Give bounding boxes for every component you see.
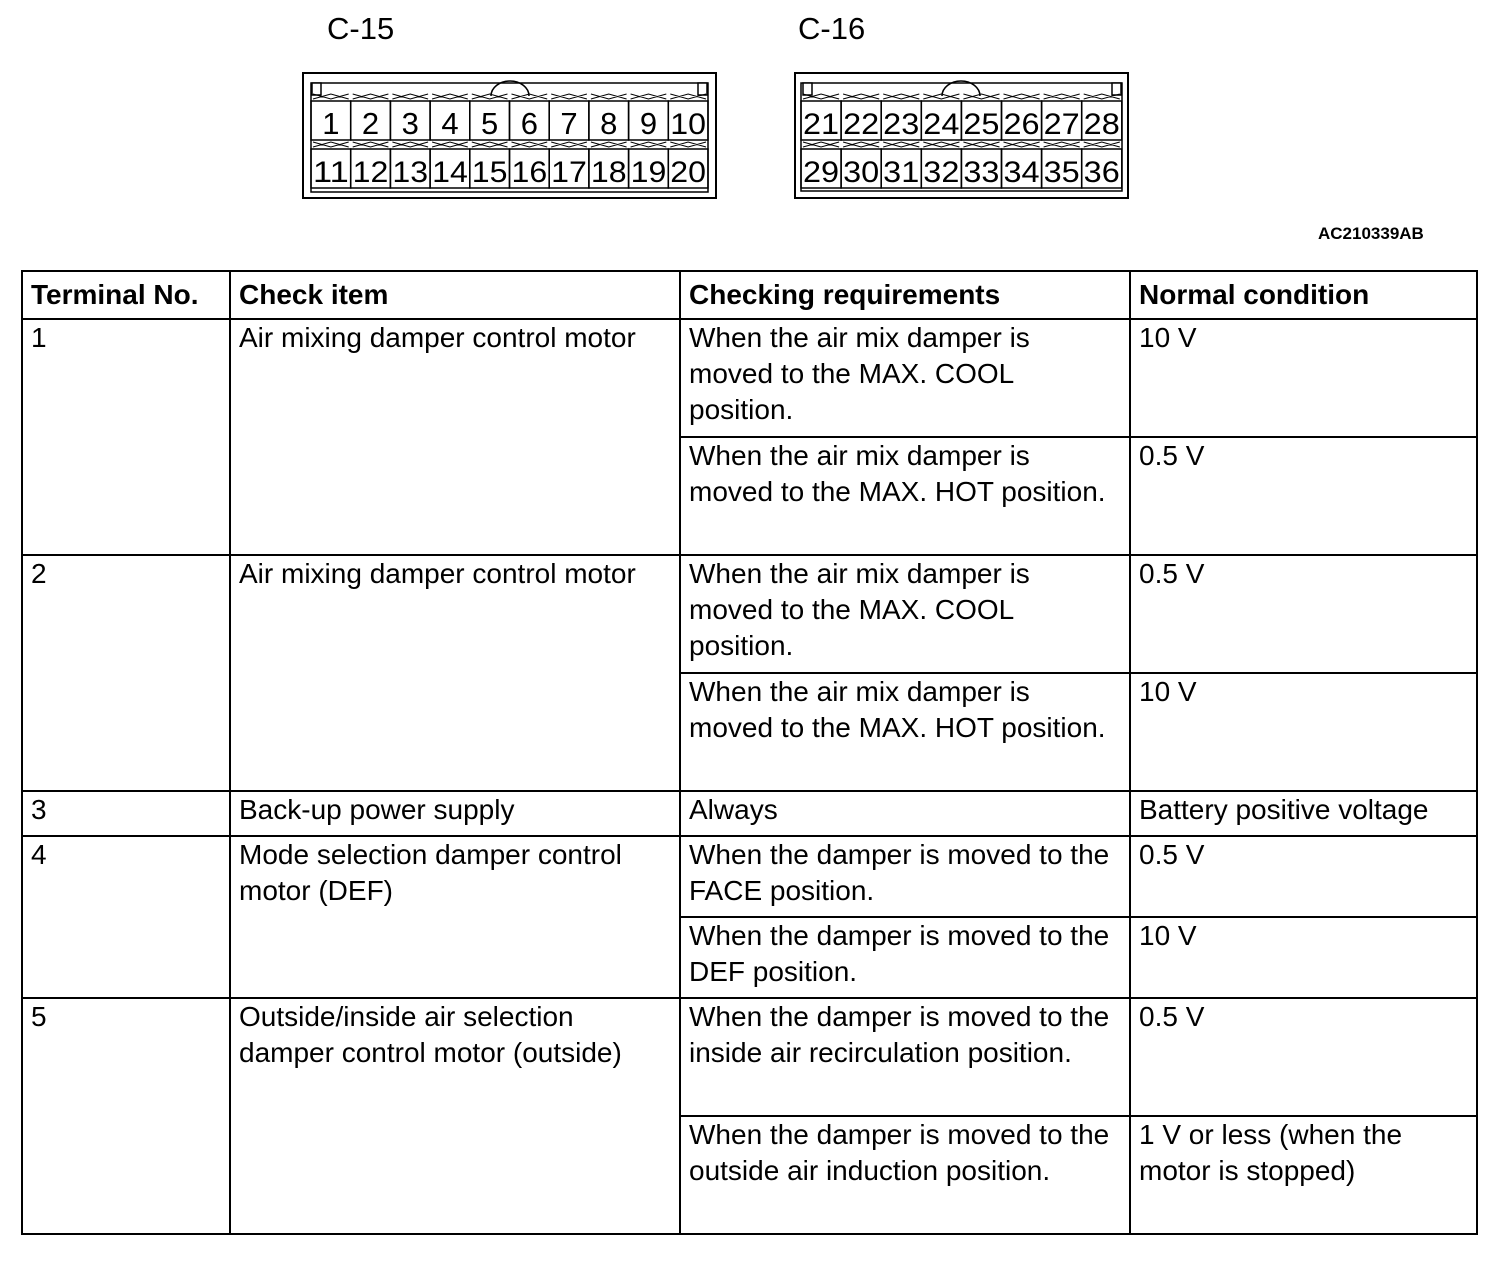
connector-pin-number: 3	[401, 106, 419, 141]
header-normal-condition: Normal condition	[1130, 271, 1477, 319]
connector-pin-number: 15	[471, 156, 508, 189]
connector-pin-number: 28	[1083, 108, 1120, 141]
connector-pin-number: 7	[560, 106, 578, 141]
connector-latch-band	[803, 142, 1120, 147]
table-header-row	[22, 271, 1477, 319]
normal-condition-cell: 0.5 V	[1130, 555, 1477, 673]
connector-c16-label: C-16	[798, 11, 866, 46]
connector-pin-number: 1	[322, 106, 340, 141]
connector-pin-number: 23	[883, 108, 920, 141]
check-item-cell: Mode selection damper control motor (DEF)	[230, 836, 680, 998]
terminal-cell: 2	[22, 555, 230, 791]
header-requirements: Checking requirements	[680, 271, 1130, 319]
header-terminal: Terminal No.	[22, 271, 230, 319]
table-row	[22, 791, 1477, 836]
connector-pin-number: 14	[432, 156, 468, 189]
connector-c15-label: C-15	[327, 11, 395, 46]
connector-pin-number: 16	[511, 156, 548, 189]
check-item-cell: Air mixing damper control motor	[230, 555, 680, 791]
normal-condition-cell: 0.5 V	[1130, 836, 1477, 917]
connector-latch-band	[803, 94, 1120, 99]
connector-pin-number: 29	[803, 156, 840, 189]
normal-condition-cell: 1 V or less (when the motor is stopped)	[1130, 1116, 1477, 1234]
requirement-cell: When the air mix damper is moved to the MAX. COOL position.	[680, 319, 1130, 437]
connector-pin-number: 13	[392, 156, 429, 189]
connector-pin-number: 10	[670, 108, 706, 141]
connector-latch-band	[313, 94, 706, 99]
normal-condition-cell: Battery positive voltage	[1130, 791, 1477, 836]
connector-pin-number: 11	[313, 156, 349, 189]
connector-pin-number: 22	[843, 108, 880, 141]
normal-condition-cell: 0.5 V	[1130, 437, 1477, 555]
connector-pin-number: 30	[843, 156, 880, 189]
connector-pin-number: 20	[670, 156, 706, 189]
connector-pin-number: 36	[1083, 156, 1120, 189]
table-row	[22, 555, 1477, 673]
requirement-cell: When the damper is moved to the FACE position.	[680, 836, 1130, 917]
requirement-cell: When the damper is moved to the inside air recirculation position.	[680, 998, 1130, 1116]
normal-condition-cell: 10 V	[1130, 917, 1477, 998]
connector-pin-number: 35	[1043, 156, 1080, 189]
connector-c16-diagram	[794, 72, 1130, 200]
connector-pin-number: 25	[963, 108, 1000, 141]
terminal-cell: 1	[22, 319, 230, 555]
connector-pin-number: 24	[923, 108, 960, 141]
check-item-cell: Air mixing damper control motor	[230, 319, 680, 555]
connector-pin-number: 18	[590, 156, 627, 189]
connector-pin-number: 12	[352, 156, 389, 189]
connector-pin-number: 31	[883, 156, 920, 189]
requirement-cell: Always	[680, 791, 1130, 836]
connector-pin-number: 19	[630, 156, 667, 189]
connector-c15-diagram	[302, 72, 718, 200]
connector-pin-number: 34	[1003, 156, 1040, 189]
requirement-cell: When the air mix damper is moved to the MAX. COOL position.	[680, 555, 1130, 673]
connector-pin-number: 8	[600, 106, 618, 141]
connector-pin-number: 6	[520, 106, 538, 141]
table-row	[22, 998, 1477, 1116]
connector-pin-number: 32	[923, 156, 960, 189]
requirement-cell: When the air mix damper is moved to the MAX. HOT position.	[680, 437, 1130, 555]
normal-condition-cell: 10 V	[1130, 673, 1477, 791]
terminal-check-table	[21, 270, 1478, 1235]
table-row	[22, 319, 1477, 437]
requirement-cell: When the air mix damper is moved to the MAX. HOT position.	[680, 673, 1130, 791]
terminal-cell: 5	[22, 998, 230, 1234]
figure-code: AC210339AB	[1318, 224, 1424, 243]
connector-pin-number: 27	[1043, 108, 1080, 141]
requirement-cell: When the damper is moved to the DEF position.	[680, 917, 1130, 998]
connector-pin-number: 26	[1003, 108, 1040, 141]
connector-pin-number: 5	[481, 106, 499, 141]
requirement-cell: When the damper is moved to the outside air induction position.	[680, 1116, 1130, 1234]
header-check-item: Check item	[230, 271, 680, 319]
connector-latch-band	[313, 142, 706, 147]
normal-condition-cell: 10 V	[1130, 319, 1477, 437]
connector-pin-number: 2	[361, 106, 380, 141]
connector-pin-number: 4	[441, 106, 459, 141]
table-row	[22, 836, 1477, 917]
connector-pin-number: 9	[639, 106, 658, 141]
connector-pin-number: 17	[551, 156, 587, 189]
terminal-cell: 4	[22, 836, 230, 998]
normal-condition-cell: 0.5 V	[1130, 998, 1477, 1116]
check-item-cell: Back-up power supply	[230, 791, 680, 836]
connector-pin-number: 33	[963, 156, 1000, 189]
check-item-cell: Outside/inside air selection damper control motor (outside)	[230, 998, 680, 1234]
terminal-cell: 3	[22, 791, 230, 836]
connector-pin-number: 21	[803, 108, 840, 141]
